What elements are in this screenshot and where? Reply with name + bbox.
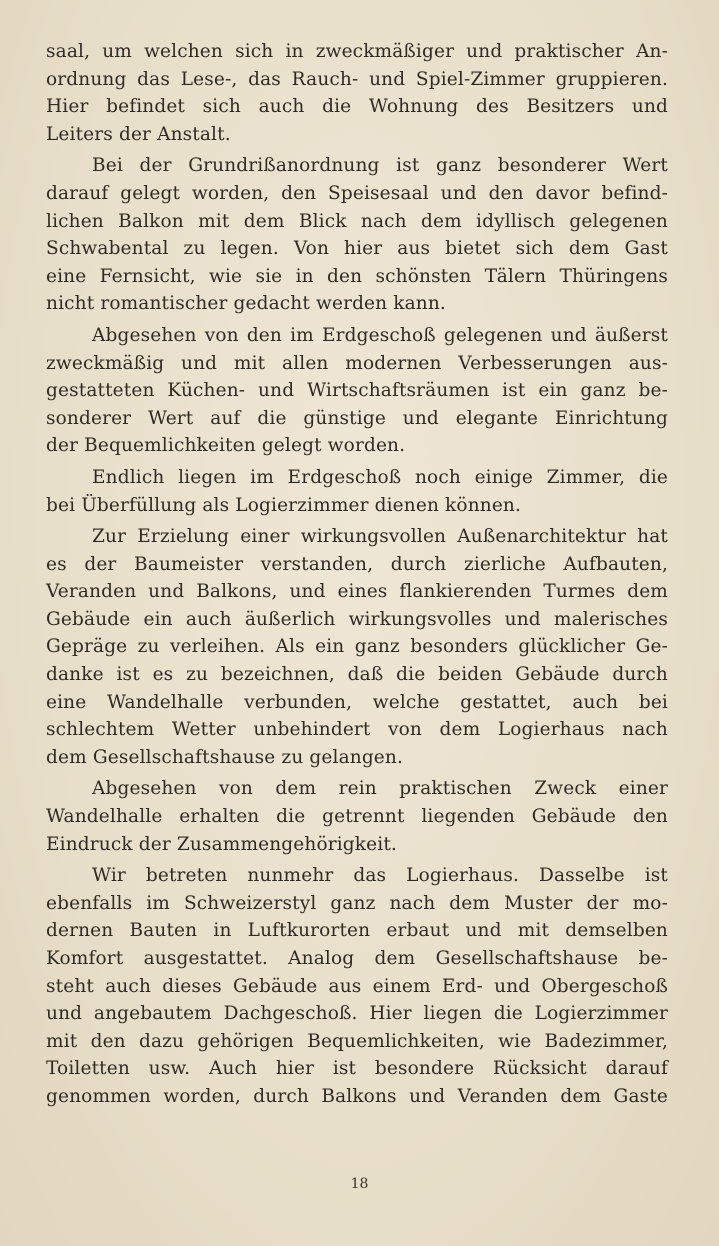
text-line: Gepräge zu verleihen. Als ein ganz besonders glücklicher Ge- [46,636,668,658]
text-line: eine Wandelhalle verbunden, welche gestattet, auch bei [46,691,668,713]
text-line: genommen worden, durch Balkons und Veranden dem Gaste [46,1085,668,1107]
text-line: Bei der Grundrißanordnung ist ganz besonderer Wert [92,155,668,177]
text-line: steht auch dieses Gebäude aus einem Erd- und Obergeschoß [46,975,668,997]
paragraph [46,464,668,519]
text-line: eine Fernsicht, wie sie in den schönsten Tälern Thüringens [46,265,668,287]
text-line: Abgesehen von dem rein praktischen Zweck einer [92,778,668,800]
paragraph [46,862,668,1110]
text-line: Eindruck der Zusammengehörigkeit. [46,833,397,855]
text-line: dernen Bauten in Luftkurorten erbaut und mit demselben [46,920,668,942]
text-line: Zur Erzielung einer wirkungsvollen Außenarchitektur hat [92,526,668,548]
text-line: Leiters der Anstalt. [46,123,231,145]
text-line: danke ist es zu bezeichnen, daß die beiden Gebäude durch [46,664,668,686]
text-line: mit den dazu gehörigen Bequemlichkeiten, wie Badezimmer, [46,1030,668,1052]
text-line: Hier befindet sich auch die Wohnung des Besitzers und [46,96,668,118]
text-line: Abgesehen von den im Erdgeschoß gelegenen und äußerst [92,324,668,346]
text-line: und angebautem Dachgeschoß. Hier liegen die Logierzimmer [46,1003,668,1025]
text-line: Endlich liegen im Erdgeschoß noch einige Zimmer, die [92,466,668,488]
text-line: bei Überfüllung als Logierzimmer dienen können. [46,494,522,516]
text-line: darauf gelegt worden, den Speisesaal und den davor befind- [46,182,668,204]
text-line: Wir betreten nunmehr das Logierhaus. Dasselbe ist [92,865,668,887]
text-line: lichen Balkon mit dem Blick nach dem idyllisch gelegenen [46,210,668,232]
text-line: ebenfalls im Schweizerstyl ganz nach dem Muster der mo- [46,892,668,914]
text-line: der Bequemlichkeiten gelegt worden. [46,435,406,457]
body-text [46,38,668,1111]
text-line: es der Baumeister verstanden, durch zierliche Aufbauten, [46,553,668,575]
text-line: Gebäude ein auch äußerlich wirkungsvolles und malerisches [46,608,668,630]
paragraph [46,38,668,148]
page-number: 18 [350,1176,369,1192]
text-line: Veranden und Balkons, und eines flankierenden Turmes dem [46,581,668,603]
text-line: nicht romantischer gedacht werden kann. [46,293,446,315]
text-line: Toiletten usw. Auch hier ist besondere Rücksicht darauf [46,1058,668,1080]
text-line: Komfort ausgestattet. Analog dem Gesellschaftshause be- [46,948,668,969]
text-line: gestatteten Küchen- und Wirtschaftsräumen ist ein ganz be- [46,380,668,402]
text-line: zweckmäßig und mit allen modernen Verbesserungen aus- [46,352,668,374]
paragraph [46,523,668,771]
text-line: Schwabental zu legen. Von hier aus bietet sich dem Gast [46,238,668,260]
text-line: Wandelhalle erhalten die getrennt liegenden Gebäude den [46,806,668,828]
text-line: dem Gesellschaftshause zu gelangen. [46,746,404,768]
paragraph [46,152,668,318]
paragraph [46,775,668,858]
paragraph [46,322,668,460]
text-line: saal, um welchen sich in zweckmäßiger und praktischer An- [46,41,668,62]
text-line: schlechtem Wetter unbehindert von dem Logierhaus nach [46,719,668,741]
text-line: ordnung das Lese-, das Rauch- und Spiel-Zimmer gruppieren. [46,68,668,90]
text-line: sonderer Wert auf die günstige und elegante Einrichtung [46,407,668,429]
